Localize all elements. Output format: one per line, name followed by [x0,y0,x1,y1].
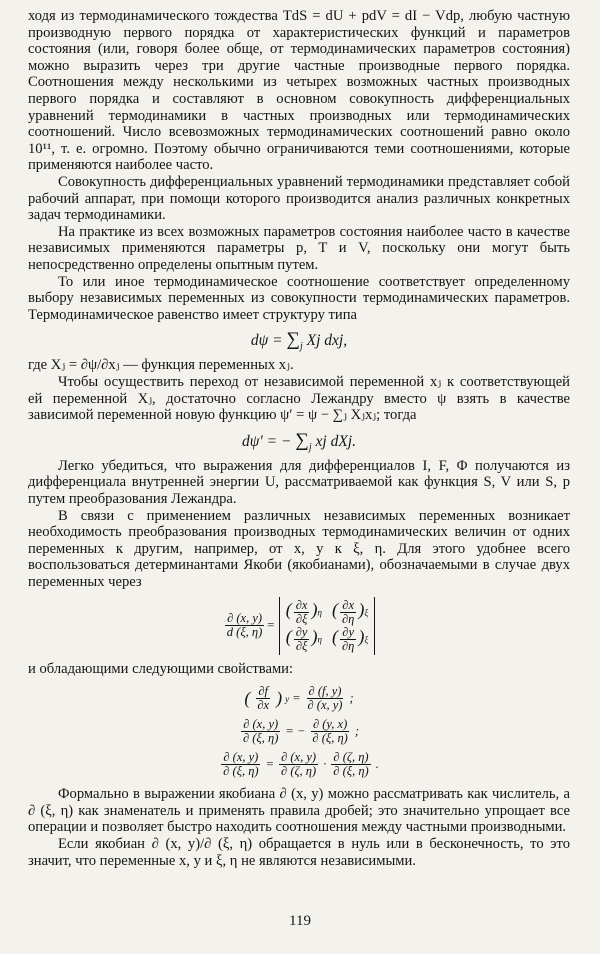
fraction-denominator: ∂ (ξ, η) [242,731,279,746]
fraction-denominator: ∂ (ζ, η) [281,764,317,779]
equals-minus: = − [285,724,306,739]
subscript-y: y [285,693,290,704]
fraction-numerator: ∂ (f, y) [308,684,342,699]
fraction-denominator: ∂ (x, y) [307,698,343,713]
fraction-numerator: ∂ (ζ, η) [333,750,369,765]
property-3 [219,751,379,778]
paragraph-4: То или иное термодинамическое соотношение соответствует определенному выбору независимых переменных из совокупности термодинамических параметров. Термодинамическое равенство имеет структуру типа [28,273,570,323]
paragraph-5: где Xⱼ = ∂ψ/∂xⱼ — функция переменных xⱼ. [28,357,294,374]
semicolon: ; [354,724,360,739]
fraction-denominator: ∂ (ξ, η) [333,764,369,779]
equation-dpsi-prime-right: xj dXj. [315,432,356,450]
jacobian-denominator: d (ξ, η) [226,625,263,640]
equals-sign: = [265,757,275,772]
partial-deta: ∂η [341,638,355,653]
partial-df: ∂f [258,684,269,699]
paragraph-6: Чтобы осуществить переход от независимой переменной xⱼ к соответствующей ей переменной Xⱼ, достаточно согласно Лежандру вместо ψ взять в качестве зависимой переменной новую функцию ψ′ = ψ − ∑ⱼ Xⱼxⱼ; тогда [28,373,570,424]
partial-dx: ∂x [257,698,270,713]
paragraph-11: Если якобиан ∂ (x, y)/∂ (ξ, η) обращается в нуль или в бесконечность, то это значит, что переменные x, y и ξ, η не являются независимыми. [28,835,570,869]
jacobian-definition [28,597,570,655]
equation-dpsi-right: Xj dxj, [306,332,348,350]
fraction-denominator: ∂ (ξ, η) [312,731,348,746]
equation-dpsi-prime-left: dψ′ = − [242,432,292,450]
partial-dx: ∂x [342,597,355,612]
equation-dpsi-prime [28,430,570,453]
sum-index: j [300,341,303,353]
determinant-row: ( $\frac{\partial x}{\partial\xi}$ )η ( $\frac{\partial x}{\partial\eta}$ )ξ [285,597,369,626]
paragraph-8: В связи с применением различных независимых переменных возникает необходимость преобразования производных термодинамических величин от одних переменных к другим, например, от x, y к ξ, η. Для этого удобнее всего воспользоваться детерминантами Якоби (якобианами), обозначаемыми в случае двух переменных через [28,507,570,590]
partial-dxi: ∂ξ [295,638,308,653]
fraction-numerator: ∂ (x, y) [243,717,279,732]
paragraph-1: ходя из термодинамического тождества TdS = dU + pdV = dI − Vdp, любую частную производную первого порядка от характеристических функций и параметров состояния (или, говоря более обще, от термодинамических параметров состояния) можно выразить через три другие частные производные первого порядка. Соотношения между несколькими из четырех возможных частных производных первого порядка и составляют в основном совокупность дифференциальных уравнений термодинамики в частных производных или термодинамических соотношений. Число всевозможных термодинамических соотношений равно около 10¹¹, т. е. огромно. Поэтому обычно ограничиваются теми соотношениями, которые применяются наиболее часто. [28,8,570,174]
fraction-denominator: ∂ (ξ, η) [223,764,259,779]
period: . [375,757,379,772]
fraction-numerator: ∂ (x, y) [223,750,259,765]
partial-dx: ∂x [295,597,308,612]
paragraph-10: Формально в выражении якобиана ∂ (x, y) можно рассматривать как числитель, а ∂ (ξ, η) как знаменатель и применять правила дробей; это значительно упрощает все операции и позволяет быстро находить соотношения между частными производными. [28,786,570,836]
subscript-xi: ξ [364,633,369,644]
partial-dy: ∂y [295,624,308,639]
fraction-numerator: ∂ (y, x) [312,717,348,732]
paragraph-2: Совокупность дифференциальных уравнений термодинамики представляет собой рабочий аппарат, при помощи которого производится анализ различных конкретных задач термодинамики. [28,173,570,224]
sum-symbol: ∑ [295,429,309,451]
semicolon: ; [349,691,354,706]
partial-deta: ∂η [341,611,355,626]
subscript-eta: η [317,606,322,617]
equals-sign: = [292,691,301,706]
paragraph-7: Легко убедиться, что выражения для дифференциалов I, F, Φ получаются из дифференциала внутренней энергии U, рассматриваемой как функция S, V или S, p путем преобразования Лежандра. [28,457,570,508]
multiply-dot: · [323,757,327,772]
equation-dpsi [28,329,570,352]
equals-sign: = [266,618,275,633]
paragraph-3: На практике из всех возможных параметров состояния наиболее часто в качестве независимых применяются параметры p, T и V, поскольку они могут быть непосредственно определены опытным путем. [28,223,570,273]
jacobian-fraction [225,612,265,639]
paragraph-9: и обладающими следующими свойствами: [28,660,294,677]
sum-symbol: ∑ [286,329,300,351]
jacobian-properties [28,685,570,778]
determinant-row: ( $\frac{\partial y}{\partial\xi}$ )η ( $\frac{\partial y}{\partial\eta}$ )ξ [285,624,369,653]
equation-dpsi-left: dψ = [250,332,283,350]
subscript-xi: ξ [364,606,369,617]
jacobian-numerator: ∂ (x, y) [227,611,263,626]
subscript-eta: η [317,633,322,644]
property-1: ( $\frac{\partial f}{\partial x}$ ) y = $\frac{\partial (f, y)}{\partial (x, y)}$ ; [244,684,354,713]
page-number: 119 [289,913,311,929]
property-2 [239,718,359,745]
determinant-matrix [279,597,375,655]
fraction-numerator: ∂ (x, y) [281,750,317,765]
partial-dy: ∂y [342,624,355,639]
sum-index: j [308,441,312,453]
partial-dxi: ∂ξ [295,611,308,626]
